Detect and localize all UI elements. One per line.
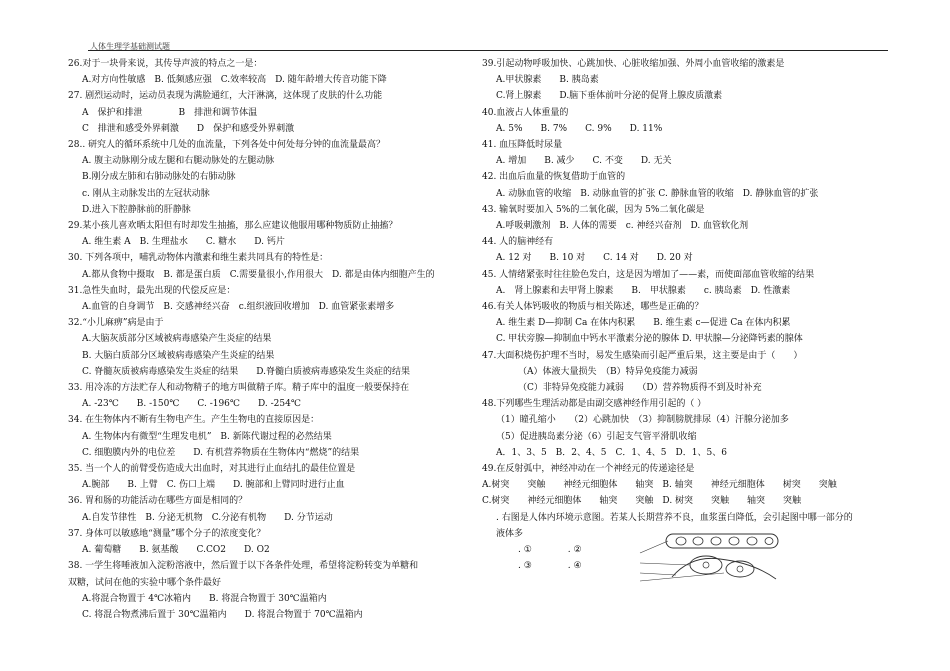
option-line: A.对方向性敏感 B. 低频感应强 C.效率较高 D. 随年龄增大传音功能下降 — [82, 75, 387, 86]
option-line: . ① . ② — [518, 545, 582, 556]
question-line: A.树突 突触 神经元细胞体 轴突 B. 轴突 神经元细胞体 树突 突触 — [482, 480, 837, 491]
option-line: A. 5% B. 7% C. 9% D. 11% — [496, 123, 663, 134]
question-line: 44. 人的脑神经有 — [482, 237, 554, 248]
option-line: A.大脑灰质部分区域被病毒感染产生炎症的结果 — [82, 334, 272, 345]
option-line: C 排泄和感受外界刺激 D 保护和感受外界刺激 — [82, 123, 295, 134]
option-line: A.血管的自身调节 B. 交感神经兴奋 c.组织液回收增加 D. 血管紧张素增多 — [82, 302, 395, 313]
option-line: A.自发节律性 B. 分泌无机物 C.分泌有机物 D. 分节运动 — [82, 512, 333, 523]
question-line: 30. 下列各项中，哺乳动物体内激素和维生素共同具有的特性是： — [68, 253, 329, 264]
option-line: 液体多 — [496, 528, 524, 539]
cell-5 — [747, 537, 757, 545]
option-line: A. 动脉血管的收缩 B. 动脉血管的扩张 C. 静脉血管的收缩 D. 静脉血管的扩张 — [496, 188, 819, 199]
option-line: A. 增加 B. 减少 C. 不变 D. 无关 — [496, 156, 672, 167]
option-line: A. 腹主动脉刚分成左腿和右腿动脉处的左腿动脉 — [82, 156, 275, 167]
option-line: A.呼吸刺激剂 B. 人体的需要 c. 神经兴奋剂 D. 血管软化剂 — [496, 221, 749, 232]
question-line: 49.在反射弧中，神经冲动在一个神经元的传递途径是 — [482, 464, 695, 475]
option-line: A. 维生素 A B. 生理盐水 C. 糖水 D. 钙片 — [82, 237, 285, 248]
option-line: （1）瞳孔缩小 （2）心跳加快 （3）抑制膀胱排尿（4）汗腺分泌加多 — [496, 415, 789, 426]
question-line: 27. 剧烈运动时，运动员表现为满脸通红，大汗淋漓，这体现了皮肤的什么功能 — [68, 91, 383, 102]
question-line: 41. 血压降低时尿量 — [482, 140, 563, 151]
right-column — [482, 56, 890, 575]
option-line: D.进入下腔静脉前的肝静脉 — [82, 204, 191, 215]
option-line: A．1、3、5 B．2、4、5 C．1、4、5 D．1、5、6 — [496, 447, 727, 458]
question-line: 28.. 研究人的循环系统中几处的血流量，下列各处中何处每分钟的血流量最高？ — [68, 140, 386, 151]
option-line: . ③ . ④ — [518, 561, 582, 572]
question-line: 37. 身体可以敏感地“测量”哪个分子的浓度变化？ — [68, 528, 266, 539]
question-line: 双糖，试问在他的实验中哪个条件最好 — [68, 577, 222, 588]
option-line: A. 葡萄糖 B. 氨基酸 C.CO2 D. O2 — [82, 545, 270, 556]
option-line: B. 大脑白质部分区域被病毒感染产生炎症的结果 — [82, 350, 275, 361]
question-line: 32.“小儿麻痹”病是由于 — [68, 318, 164, 329]
question-line: 33. 用冷冻的方法贮存人和动物精子的地方叫做精子库。精子库中的温度一般要保持在 — [68, 383, 410, 394]
pointer-line-4 — [640, 573, 724, 581]
question-line: 36. 胃和肠的功能活动在哪些方面是相同的？ — [68, 496, 248, 507]
question-line: 47.大面积烧伤护理不当时，易发生感染而引起严重后果，这主要是由于（ ） — [482, 350, 803, 361]
option-line: . 右图是人体内环境示意图。若某人长期营养不良，血浆蛋白降低，会引起图中哪一部分的 — [496, 512, 853, 523]
cell-2 — [693, 537, 703, 545]
question-line: 42. 出血后血量的恢复借助于血管的 — [482, 172, 626, 183]
cell-6 — [765, 538, 773, 545]
option-line: （A）体液大量损失 （B）特异免疫能力减弱 — [518, 366, 698, 377]
nucleus-1 — [703, 562, 709, 568]
left-column — [68, 56, 478, 623]
option-line: A.都从食物中摄取 B. 都是蛋白质 C.需要量很小,作用很大 D. 都是由体内细胞产生的 — [82, 269, 435, 280]
question-line: 43. 输氧时要加入 5%的二氧化碳，因为 5%二氧化碳是 — [482, 204, 705, 215]
option-line: （5）促进胰岛素分泌（6）引起支气管平滑肌收缩 — [496, 431, 697, 442]
cell-4 — [729, 537, 739, 545]
option-line: A 保护和排泄 B 排泄和调节体温 — [82, 107, 258, 118]
option-line: c. 刚从主动脉发出的左冠状动脉 — [82, 188, 210, 199]
question-line: 29.某小孩儿喜欢晒太阳但有时却发生抽搐，那么应建议他服用哪种物质防止抽搐？ — [68, 221, 398, 232]
question-line: 34. 在生物体内不断有生物电产生。产生生物电的直接原因是： — [68, 415, 320, 426]
question-line: 39.引起动物呼吸加快、心跳加快、心脏收缩加强、外周小血管收缩的激素是 — [482, 59, 785, 69]
lymph-vessel — [672, 558, 776, 579]
option-line: A. 生物体内有微型“生理发电机” B. 新陈代谢过程的必然结果 — [82, 431, 332, 442]
pointer-line-1 — [640, 541, 668, 553]
option-line: B.刚分成左肺和右肺动脉处的右肺动脉 — [82, 172, 236, 183]
body-fluid-diagram — [636, 529, 784, 585]
cell-1 — [676, 537, 686, 545]
pointer-line-2 — [640, 563, 690, 565]
option-line: A.将混合物置于 4℃冰箱内 B. 将混合物置于 30℃温箱内 — [82, 593, 327, 604]
option-line: C.肾上腺素 D.脑下垂体前叶分泌的促肾上腺皮质激素 — [496, 91, 723, 102]
tissue-cell-2 — [726, 561, 754, 577]
pointer-line-3 — [640, 573, 676, 575]
option-line: C. 脊髓灰质被病毒感染发生炎症的结果 D.脊髓白质被病毒感染发生炎症的结果 — [82, 366, 411, 377]
option-line: （C）非特异免疫能力减弱 （D）营养物质得不到及时补充 — [518, 383, 762, 394]
question-line: 40.血液占人体重量的 — [482, 107, 569, 118]
header-rule — [88, 50, 888, 52]
option-line: A. 维生素 D—抑制 Ca 在体内积累 B. 维生素 c—促进 Ca 在体内积累 — [496, 318, 791, 329]
question-line: 35. 当一个人的前臂受伤造成大出血时，对其进行止血结扎的最佳位置是 — [68, 464, 356, 475]
question-line: 45. 人情绪紧张时往往脸色发白，这是因为增加了——素，而使面部血管收缩的结果 — [482, 269, 815, 280]
question-line: 31.急性失血时，最先出现的代偿反应是： — [68, 285, 236, 296]
question-line: 38. 一学生将唾液加入淀粉溶液中，然后置于以下各条件处理，希望将淀粉转变为单糖和 — [68, 561, 419, 572]
capillary-tube — [666, 534, 778, 548]
option-line: A. 12 对 B. 10 对 C. 14 对 D. 20 对 — [496, 253, 693, 264]
nucleus-2 — [737, 566, 743, 572]
option-line: A. 肾上腺素和去甲肾上腺素 B. 甲状腺素 c. 胰岛素 D. 性激素 — [496, 285, 791, 296]
option-line: A. -23℃ B. -150℃ C. -196℃ D. -254℃ — [82, 399, 301, 410]
question-line: 46.有关人体钙吸收的物质与相关陈述，哪些是正确的？ — [482, 302, 704, 313]
page-header: 人体生理学基础测试题 — [90, 42, 170, 51]
question-line: 48.下列哪些生理活动都是由副交感神经作用引起的（ ） — [482, 399, 707, 410]
option-line: A.腕部 B. 上臂 C. 伤口上端 D. 腕部和上臂同时进行止血 — [82, 480, 345, 491]
option-line: C. 甲状旁腺—抑制血中钙水平激素分泌的腺体 D. 甲状腺—分泌降钙素的腺体 — [496, 334, 803, 345]
option-line: A.甲状腺素 B. 胰岛素 — [496, 75, 599, 86]
question-line: C.树突 神经元细胞体 轴突 突触 D. 树突 突触 轴突 突触 — [482, 496, 802, 507]
cell-3 — [711, 537, 721, 545]
question-line: 26.对于一块骨来说，其传导声波的特点之一是： — [68, 59, 263, 69]
option-line: C. 将混合物煮沸后置于 30℃温箱内 D. 将混合物置于 70℃温箱内 — [82, 609, 363, 620]
option-line: C. 细胞膜内外的电位差 D. 有机营养物质在生物体内“燃烧”的结果 — [82, 447, 360, 458]
